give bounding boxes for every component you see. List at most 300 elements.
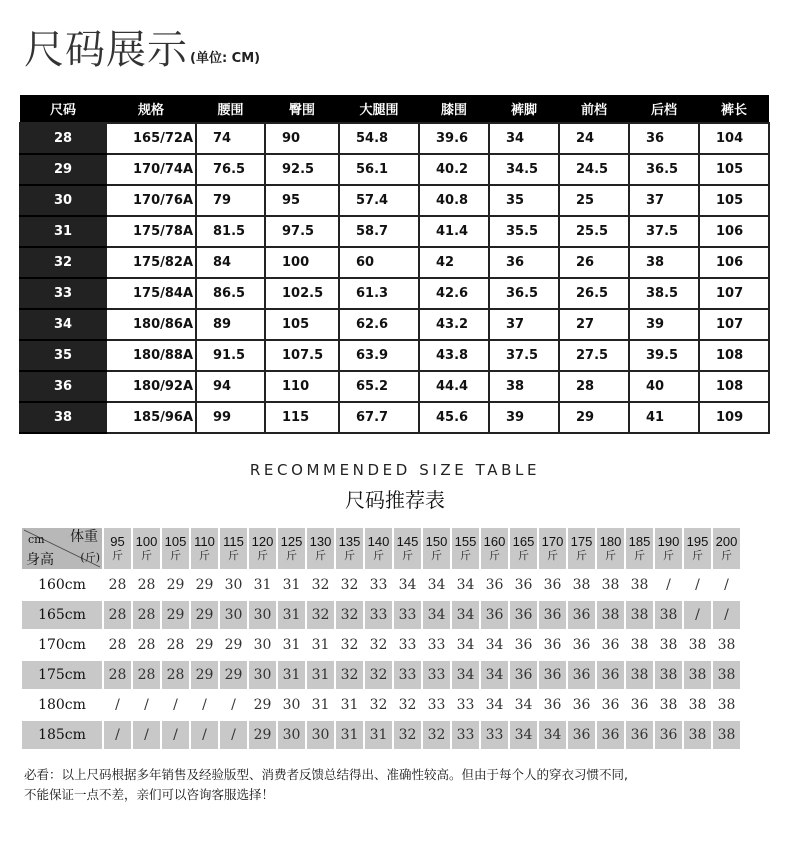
weight-header bbox=[191, 528, 218, 571]
recommended-size-cell: 30 bbox=[278, 691, 305, 721]
recommended-size-cell: 33 bbox=[481, 721, 508, 751]
rec-row bbox=[22, 691, 740, 721]
recommended-size-cell: 28 bbox=[133, 631, 160, 661]
recommended-size-cell: 32 bbox=[365, 691, 392, 721]
weight-value: 125 bbox=[280, 533, 303, 549]
recommended-size-cell: 36 bbox=[539, 661, 566, 691]
recommended-size-cell: 28 bbox=[104, 601, 131, 631]
spec-row bbox=[20, 216, 769, 247]
header-knee: 膝围 bbox=[419, 95, 489, 123]
recommended-size-cell: 29 bbox=[191, 601, 218, 631]
recommended-size-cell: 31 bbox=[278, 661, 305, 691]
corner-unit-cm: cm bbox=[28, 533, 45, 546]
recommended-size-cell: 36 bbox=[510, 601, 537, 631]
recommended-size-cell: 30 bbox=[307, 721, 334, 751]
recommended-size-cell: 38 bbox=[655, 601, 682, 631]
spec-cell: 175/78A bbox=[106, 216, 196, 247]
size-cell: 29 bbox=[20, 154, 106, 185]
spec-cell: 36.5 bbox=[489, 278, 559, 309]
recommended-size-cell: 29 bbox=[249, 721, 276, 751]
spec-cell: 39.6 bbox=[419, 123, 489, 154]
size-spec-table bbox=[19, 95, 770, 434]
weight-unit: 斤 bbox=[344, 548, 355, 562]
recommended-size-cell: 31 bbox=[278, 571, 305, 601]
recommended-size-cell: 36 bbox=[655, 721, 682, 751]
recommended-size-cell: 28 bbox=[133, 571, 160, 601]
recommended-size-cell: 38 bbox=[713, 631, 740, 661]
weight-unit: 斤 bbox=[547, 548, 558, 562]
spec-cell: 26.5 bbox=[559, 278, 629, 309]
header-thigh: 大腿围 bbox=[339, 95, 419, 123]
spec-cell: 25 bbox=[559, 185, 629, 216]
recommended-size-cell: 30 bbox=[220, 601, 247, 631]
spec-cell: 170/74A bbox=[106, 154, 196, 185]
recommended-size-cell: 36 bbox=[481, 571, 508, 601]
spec-cell: 28 bbox=[559, 371, 629, 402]
recommended-size-cell: 34 bbox=[481, 661, 508, 691]
weight-value: 155 bbox=[454, 533, 477, 549]
weight-header bbox=[655, 528, 682, 571]
height-cell: 175cm bbox=[22, 661, 102, 691]
recommended-size-cell: 33 bbox=[452, 691, 479, 721]
spec-cell: 25.5 bbox=[559, 216, 629, 247]
spec-cell: 175/82A bbox=[106, 247, 196, 278]
recommended-size-cell: 28 bbox=[104, 631, 131, 661]
spec-cell: 91.5 bbox=[196, 340, 265, 371]
weight-unit: 斤 bbox=[460, 548, 471, 562]
spec-cell: 27 bbox=[559, 309, 629, 340]
recommended-size-cell: 36 bbox=[568, 721, 595, 751]
weight-value: 170 bbox=[541, 533, 564, 549]
spec-cell: 37.5 bbox=[629, 216, 699, 247]
recommended-size-cell: 32 bbox=[336, 631, 363, 661]
spec-row bbox=[20, 278, 769, 309]
spec-cell: 58.7 bbox=[339, 216, 419, 247]
recommended-size-cell: 38 bbox=[626, 571, 653, 601]
recommended-size-cell: 34 bbox=[452, 601, 479, 631]
spec-row bbox=[20, 371, 769, 402]
recommended-size-cell: 30 bbox=[249, 661, 276, 691]
weight-unit: 斤 bbox=[489, 548, 500, 562]
size-cell: 38 bbox=[20, 402, 106, 433]
spec-cell: 24.5 bbox=[559, 154, 629, 185]
spec-cell: 106 bbox=[699, 216, 769, 247]
height-cell: 180cm bbox=[22, 691, 102, 721]
recommended-size-cell: 38 bbox=[684, 661, 711, 691]
recommended-size-cell: 38 bbox=[684, 721, 711, 751]
recommended-size-cell: 38 bbox=[713, 691, 740, 721]
rec-row bbox=[22, 661, 740, 691]
spec-cell: 170/76A bbox=[106, 185, 196, 216]
recommended-size-cell: 34 bbox=[452, 631, 479, 661]
weight-header bbox=[278, 528, 305, 571]
recommended-size-cell: / bbox=[684, 571, 711, 601]
recommended-size-cell: 32 bbox=[336, 661, 363, 691]
recommended-size-cell: 34 bbox=[510, 691, 537, 721]
size-cell: 31 bbox=[20, 216, 106, 247]
recommended-size-cell: 31 bbox=[336, 721, 363, 751]
weight-header bbox=[162, 528, 189, 571]
spec-cell: 109 bbox=[699, 402, 769, 433]
header-length: 裤长 bbox=[699, 95, 769, 123]
height-cell: 170cm bbox=[22, 631, 102, 661]
recommended-size-cell: 33 bbox=[423, 661, 450, 691]
weight-header bbox=[104, 528, 131, 571]
recommended-size-cell: 38 bbox=[684, 631, 711, 661]
recommended-size-cell: 29 bbox=[191, 571, 218, 601]
recommended-size-cell: 33 bbox=[365, 571, 392, 601]
recommended-size-cell: 28 bbox=[162, 631, 189, 661]
spec-cell: 36 bbox=[629, 123, 699, 154]
spec-cell: 60 bbox=[339, 247, 419, 278]
recommended-size-cell: 36 bbox=[597, 691, 624, 721]
spec-cell: 54.8 bbox=[339, 123, 419, 154]
spec-cell: 34 bbox=[489, 123, 559, 154]
weight-value: 115 bbox=[223, 533, 244, 549]
weight-unit: 斤 bbox=[721, 548, 732, 562]
spec-row bbox=[20, 247, 769, 278]
spec-cell: 76.5 bbox=[196, 154, 265, 185]
spec-cell: 38.5 bbox=[629, 278, 699, 309]
header-hem: 裤脚 bbox=[489, 95, 559, 123]
note-line-1: 必看：以上尺码根据多年销售及经验版型、消费者反馈总结得出、准确性较高。但由于每个人的穿衣习惯不同, bbox=[24, 767, 628, 782]
weight-value: 160 bbox=[483, 533, 506, 549]
spec-cell: 43.8 bbox=[419, 340, 489, 371]
weight-unit: 斤 bbox=[141, 548, 152, 562]
spec-cell: 40.2 bbox=[419, 154, 489, 185]
spec-cell: 39 bbox=[629, 309, 699, 340]
header-waist: 腰围 bbox=[196, 95, 265, 123]
recommended-size-cell: 36 bbox=[510, 631, 537, 661]
recommended-size-cell: 34 bbox=[539, 721, 566, 751]
spec-cell: 37 bbox=[489, 309, 559, 340]
spec-cell: 102.5 bbox=[265, 278, 339, 309]
spec-cell: 42 bbox=[419, 247, 489, 278]
size-cell: 32 bbox=[20, 247, 106, 278]
spec-cell: 99 bbox=[196, 402, 265, 433]
recommended-title-en: RECOMMENDED SIZE TABLE bbox=[249, 461, 541, 479]
spec-cell: 36 bbox=[489, 247, 559, 278]
recommended-size-cell: 36 bbox=[626, 691, 653, 721]
recommended-size-cell: / bbox=[133, 721, 160, 751]
spec-cell: 104 bbox=[699, 123, 769, 154]
weight-header bbox=[597, 528, 624, 571]
recommended-size-cell: 32 bbox=[307, 571, 334, 601]
weight-header bbox=[133, 528, 160, 571]
recommended-size-cell: 30 bbox=[220, 571, 247, 601]
weight-header bbox=[510, 528, 537, 571]
spec-cell: 180/92A bbox=[106, 371, 196, 402]
recommended-size-cell: 36 bbox=[597, 661, 624, 691]
spec-cell: 107 bbox=[699, 309, 769, 340]
weight-header bbox=[713, 528, 740, 571]
recommended-size-cell: 38 bbox=[597, 601, 624, 631]
weight-header bbox=[481, 528, 508, 571]
size-cell: 35 bbox=[20, 340, 106, 371]
weight-value: 175 bbox=[570, 533, 593, 549]
spec-cell: 107.5 bbox=[265, 340, 339, 371]
recommended-size-cell: 34 bbox=[394, 571, 421, 601]
spec-cell: 74 bbox=[196, 123, 265, 154]
spec-row bbox=[20, 402, 769, 433]
spec-cell: 100 bbox=[265, 247, 339, 278]
page-title-main: 尺码展示 bbox=[24, 27, 188, 73]
spec-row bbox=[20, 340, 769, 371]
recommended-size-cell: 29 bbox=[162, 601, 189, 631]
recommended-size-cell: 28 bbox=[133, 661, 160, 691]
corner-header bbox=[22, 528, 102, 571]
spec-row bbox=[20, 309, 769, 340]
spec-cell: 45.6 bbox=[419, 402, 489, 433]
recommended-size-cell: 36 bbox=[539, 631, 566, 661]
recommended-size-cell: 33 bbox=[394, 631, 421, 661]
spec-cell: 180/86A bbox=[106, 309, 196, 340]
weight-value: 185 bbox=[628, 533, 651, 549]
spec-cell: 44.4 bbox=[419, 371, 489, 402]
header-hip: 臀围 bbox=[265, 95, 339, 123]
recommended-size-cell: / bbox=[684, 601, 711, 631]
spec-header-row bbox=[20, 95, 769, 123]
recommended-size-cell: 29 bbox=[220, 631, 247, 661]
recommended-size-cell: 38 bbox=[655, 691, 682, 721]
recommended-size-cell: 36 bbox=[568, 631, 595, 661]
recommended-size-cell: / bbox=[191, 721, 218, 751]
weight-header bbox=[568, 528, 595, 571]
recommended-size-cell: 29 bbox=[249, 691, 276, 721]
recommended-size-cell: 28 bbox=[104, 661, 131, 691]
weight-header bbox=[365, 528, 392, 571]
spec-cell: 26 bbox=[559, 247, 629, 278]
header-size: 尺码 bbox=[20, 95, 106, 123]
recommended-size-cell: 38 bbox=[626, 631, 653, 661]
recommended-size-cell: 32 bbox=[423, 721, 450, 751]
weight-header bbox=[307, 528, 334, 571]
spec-cell: 97.5 bbox=[265, 216, 339, 247]
spec-cell: 24 bbox=[559, 123, 629, 154]
weight-header bbox=[423, 528, 450, 571]
weight-header bbox=[684, 528, 711, 571]
recommended-size-cell: 31 bbox=[365, 721, 392, 751]
weight-value: 150 bbox=[425, 533, 448, 549]
spec-cell: 106 bbox=[699, 247, 769, 278]
spec-cell: 27.5 bbox=[559, 340, 629, 371]
weight-unit: 斤 bbox=[431, 548, 442, 562]
recommended-size-cell: 33 bbox=[423, 631, 450, 661]
spec-cell: 84 bbox=[196, 247, 265, 278]
spec-cell: 110 bbox=[265, 371, 339, 402]
recommended-size-cell: 29 bbox=[191, 631, 218, 661]
spec-cell: 56.1 bbox=[339, 154, 419, 185]
recommended-size-cell: 32 bbox=[365, 631, 392, 661]
height-cell: 185cm bbox=[22, 721, 102, 751]
page-title-unit: (单位: CM) bbox=[190, 51, 261, 66]
recommended-size-cell: 36 bbox=[626, 721, 653, 751]
recommended-size-cell: / bbox=[133, 691, 160, 721]
weight-unit: 斤 bbox=[576, 548, 587, 562]
weight-unit: 斤 bbox=[692, 548, 703, 562]
spec-cell: 39.5 bbox=[629, 340, 699, 371]
rec-row bbox=[22, 721, 740, 751]
spec-cell: 108 bbox=[699, 340, 769, 371]
recommended-size-cell: 38 bbox=[713, 721, 740, 751]
recommended-size-cell: 28 bbox=[162, 661, 189, 691]
weight-header bbox=[539, 528, 566, 571]
spec-cell: 63.9 bbox=[339, 340, 419, 371]
recommended-size-cell: 36 bbox=[539, 571, 566, 601]
weight-value: 195 bbox=[686, 533, 709, 549]
weight-value: 100 bbox=[135, 533, 158, 549]
spec-cell: 67.7 bbox=[339, 402, 419, 433]
recommended-size-cell: 33 bbox=[365, 601, 392, 631]
size-note bbox=[24, 765, 784, 805]
recommended-size-cell: 30 bbox=[249, 601, 276, 631]
recommended-size-cell: 38 bbox=[655, 631, 682, 661]
spec-cell: 105 bbox=[699, 185, 769, 216]
corner-weight-unit: (斤) bbox=[80, 551, 100, 564]
spec-cell: 41 bbox=[629, 402, 699, 433]
spec-row bbox=[20, 123, 769, 154]
recommended-size-cell: 31 bbox=[307, 691, 334, 721]
recommended-size-cell: 34 bbox=[452, 661, 479, 691]
spec-cell: 115 bbox=[265, 402, 339, 433]
recommended-size-cell: 32 bbox=[394, 691, 421, 721]
recommended-size-cell: 33 bbox=[394, 601, 421, 631]
rec-row bbox=[22, 571, 740, 601]
recommended-size-cell: 36 bbox=[597, 631, 624, 661]
weight-value: 180 bbox=[599, 533, 622, 549]
recommended-size-cell: 36 bbox=[539, 691, 566, 721]
spec-cell: 39 bbox=[489, 402, 559, 433]
spec-cell: 38 bbox=[489, 371, 559, 402]
spec-cell: 57.4 bbox=[339, 185, 419, 216]
weight-unit: 斤 bbox=[605, 548, 616, 562]
spec-cell: 41.4 bbox=[419, 216, 489, 247]
weight-header bbox=[220, 528, 247, 571]
spec-cell: 89 bbox=[196, 309, 265, 340]
recommended-size-cell: 33 bbox=[452, 721, 479, 751]
weight-value: 135 bbox=[338, 533, 361, 549]
corner-height-label: 身高 bbox=[26, 552, 54, 568]
header-spec: 规格 bbox=[106, 95, 196, 123]
recommended-size-cell: 36 bbox=[568, 691, 595, 721]
weight-unit: 斤 bbox=[257, 548, 268, 562]
size-cell: 30 bbox=[20, 185, 106, 216]
spec-cell: 37.5 bbox=[489, 340, 559, 371]
recommended-size-cell: 31 bbox=[307, 661, 334, 691]
recommended-size-cell: 30 bbox=[278, 721, 305, 751]
weight-unit: 斤 bbox=[402, 548, 413, 562]
weight-unit: 斤 bbox=[663, 548, 674, 562]
spec-cell: 43.2 bbox=[419, 309, 489, 340]
spec-cell: 61.3 bbox=[339, 278, 419, 309]
recommended-size-cell: 31 bbox=[278, 631, 305, 661]
weight-unit: 斤 bbox=[170, 548, 181, 562]
recommended-size-cell: 34 bbox=[481, 691, 508, 721]
recommended-size-cell: 31 bbox=[249, 571, 276, 601]
recommended-size-cell: 38 bbox=[626, 661, 653, 691]
spec-cell: 92.5 bbox=[265, 154, 339, 185]
spec-cell: 180/88A bbox=[106, 340, 196, 371]
spec-cell: 94 bbox=[196, 371, 265, 402]
spec-cell: 65.2 bbox=[339, 371, 419, 402]
weight-value: 140 bbox=[367, 533, 390, 549]
spec-cell: 34.5 bbox=[489, 154, 559, 185]
spec-cell: 38 bbox=[629, 247, 699, 278]
recommended-size-cell: / bbox=[162, 721, 189, 751]
header-back-rise: 后档 bbox=[629, 95, 699, 123]
recommended-size-cell: 31 bbox=[278, 601, 305, 631]
recommended-size-cell: / bbox=[713, 571, 740, 601]
recommended-size-cell: 29 bbox=[162, 571, 189, 601]
corner-weight-label: 体重 bbox=[70, 529, 98, 545]
recommended-size-cell: 36 bbox=[510, 571, 537, 601]
recommended-size-cell: 36 bbox=[568, 601, 595, 631]
weight-unit: 斤 bbox=[518, 548, 529, 562]
rec-row bbox=[22, 601, 740, 631]
recommended-size-cell: / bbox=[104, 721, 131, 751]
recommended-size-cell: 38 bbox=[713, 661, 740, 691]
height-cell: 160cm bbox=[22, 571, 102, 601]
spec-cell: 81.5 bbox=[196, 216, 265, 247]
weight-value: 165 bbox=[512, 533, 535, 549]
recommended-title-cn: 尺码推荐表 bbox=[345, 488, 445, 512]
weight-unit: 斤 bbox=[199, 548, 210, 562]
spec-cell: 29 bbox=[559, 402, 629, 433]
rec-row bbox=[22, 631, 740, 661]
recommended-size-cell: / bbox=[220, 721, 247, 751]
recommended-size-cell: 34 bbox=[481, 631, 508, 661]
weight-unit: 斤 bbox=[286, 548, 297, 562]
spec-row bbox=[20, 185, 769, 216]
spec-row bbox=[20, 154, 769, 185]
weight-value: 95 bbox=[110, 533, 125, 549]
recommended-size-cell: 29 bbox=[191, 661, 218, 691]
rec-header-row bbox=[22, 528, 740, 571]
size-cell: 33 bbox=[20, 278, 106, 309]
recommended-size-cell: 36 bbox=[539, 601, 566, 631]
spec-cell: 108 bbox=[699, 371, 769, 402]
recommended-size-cell: / bbox=[713, 601, 740, 631]
spec-cell: 165/72A bbox=[106, 123, 196, 154]
spec-cell: 90 bbox=[265, 123, 339, 154]
weight-header bbox=[249, 528, 276, 571]
weight-value: 110 bbox=[194, 533, 215, 549]
weight-unit: 斤 bbox=[373, 548, 384, 562]
recommended-size-cell: 34 bbox=[452, 571, 479, 601]
recommended-size-cell: 31 bbox=[336, 691, 363, 721]
recommended-size-cell: 33 bbox=[423, 691, 450, 721]
header-front-rise: 前档 bbox=[559, 95, 629, 123]
spec-cell: 35.5 bbox=[489, 216, 559, 247]
recommended-size-cell: 32 bbox=[394, 721, 421, 751]
spec-cell: 35 bbox=[489, 185, 559, 216]
recommended-size-cell: 32 bbox=[365, 661, 392, 691]
recommended-size-cell: 34 bbox=[510, 721, 537, 751]
size-cell: 36 bbox=[20, 371, 106, 402]
recommended-size-cell: 36 bbox=[568, 661, 595, 691]
spec-cell: 105 bbox=[699, 154, 769, 185]
spec-cell: 37 bbox=[629, 185, 699, 216]
spec-cell: 107 bbox=[699, 278, 769, 309]
recommended-size-cell: / bbox=[104, 691, 131, 721]
recommended-size-cell: 28 bbox=[133, 601, 160, 631]
recommended-size-cell: 38 bbox=[626, 601, 653, 631]
recommended-size-cell: 32 bbox=[307, 601, 334, 631]
recommended-size-cell: 38 bbox=[684, 691, 711, 721]
recommended-size-cell: / bbox=[655, 571, 682, 601]
recommended-size-cell: 29 bbox=[220, 661, 247, 691]
recommended-size-cell: 30 bbox=[249, 631, 276, 661]
